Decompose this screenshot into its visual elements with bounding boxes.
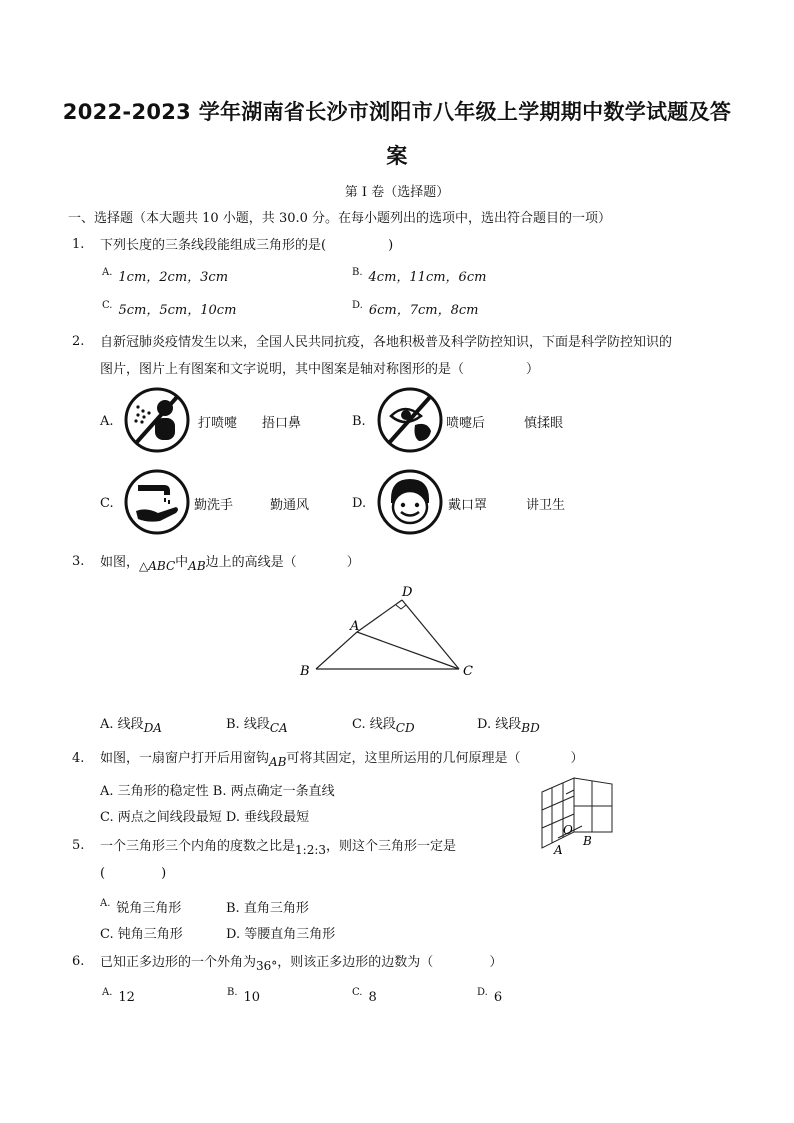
segment-label: AB bbox=[188, 559, 206, 573]
option-a[interactable]: $^{A.}$ 12 bbox=[102, 987, 135, 1005]
angle-value: 36° bbox=[256, 959, 278, 973]
option-c[interactable]: $^{C.}$ 8 bbox=[352, 987, 377, 1005]
option-a[interactable]: A. 线段DA bbox=[100, 717, 162, 735]
question-4-options-row1[interactable]: A. 三角形的稳定性 B. 两点确定一条直线 bbox=[100, 784, 335, 799]
mask-icon bbox=[377, 469, 443, 535]
document-title: 2022-2023 学年湖南省长沙市浏阳市八年级上学期期中数学试题及答 bbox=[62, 100, 732, 124]
handwash-icon bbox=[124, 469, 190, 535]
question-4-options-row2[interactable]: C. 两点之间线段最短 D. 垂线段最短 bbox=[100, 810, 310, 825]
option-d-caption-2: 讲卫生 bbox=[526, 498, 566, 513]
closing-paren: ) bbox=[388, 238, 394, 253]
option-a-caption-1: 打喷嚏 bbox=[198, 416, 238, 431]
part-heading: 一、选择题（本大题共 10 小题，共 30.0 分。在每小题列出的选项中，选出符合题目的一项） bbox=[68, 211, 612, 226]
point-a-label: A bbox=[554, 843, 563, 857]
document-title-continued: 案 bbox=[386, 144, 408, 168]
question-number: 3. bbox=[72, 554, 85, 569]
window-figure bbox=[530, 770, 630, 858]
triangle-figure bbox=[290, 580, 490, 680]
option-b[interactable]: B. 直角三角形 bbox=[226, 901, 309, 916]
option-a[interactable]: $^{A.}$ 锐角三角形 bbox=[100, 898, 182, 916]
point-c-label: C bbox=[463, 664, 473, 679]
question-1-stem bbox=[100, 234, 393, 253]
question-number: 2. bbox=[72, 334, 85, 349]
segment-label: AB bbox=[269, 755, 287, 769]
question-stem-text: 下列长度的三条线段能组成三角形的是( bbox=[100, 238, 327, 253]
question-3-stem: 如图，△ABC中AB边上的高线是（ ） bbox=[100, 555, 360, 573]
question-6-stem: 已知正多边形的一个外角为36°，则该正多边形的边数为（ ） bbox=[100, 955, 503, 973]
option-d[interactable]: $^{D.}$ 6cm，7cm，8cm bbox=[352, 300, 479, 318]
point-a-label: A bbox=[350, 619, 360, 634]
question-2-stem-line1: 自新冠肺炎疫情发生以来，全国人民共同抗疫，各地积极普及科学防控知识，下面是科学防控知识的 bbox=[100, 335, 673, 350]
option-a[interactable]: $^{A.}$ 1cm，2cm，3cm bbox=[102, 267, 229, 285]
option-b[interactable]: B. 线段CA bbox=[226, 717, 288, 735]
question-5-stem: 一个三角形三个内角的度数之比是1:2:3，则这个三角形一定是 bbox=[100, 839, 457, 857]
option-text: 6cm，7cm，8cm bbox=[368, 303, 479, 318]
question-number: 4. bbox=[72, 751, 85, 766]
question-4-stem: 如图，一扇窗户打开后用窗钩AB可将其固定，这里所运用的几何原理是（ ） bbox=[100, 751, 584, 769]
option-text: 1cm，2cm，3cm bbox=[118, 270, 229, 285]
option-c[interactable]: $^{C.}$ 5cm，5cm，10cm bbox=[102, 300, 237, 318]
point-b-label: B bbox=[300, 664, 310, 679]
option-c-caption-2: 勤通风 bbox=[270, 498, 310, 513]
option-b-caption-1: 喷嚏后 bbox=[446, 416, 486, 431]
option-d[interactable]: $^{D.}$ 6 bbox=[477, 987, 503, 1005]
option-d-caption-1: 戴口罩 bbox=[448, 498, 488, 513]
option-a-caption-2: 捂口鼻 bbox=[262, 416, 302, 431]
section-title: 第 I 卷（选择题） bbox=[344, 185, 450, 200]
option-a-letter[interactable]: A. bbox=[100, 414, 114, 429]
option-text: 4cm，11cm，6cm bbox=[368, 270, 487, 285]
option-c-caption-1: 勤洗手 bbox=[194, 498, 234, 513]
option-c[interactable]: C. 钝角三角形 bbox=[100, 927, 183, 942]
question-number: 5. bbox=[72, 838, 85, 853]
option-d-letter[interactable]: D. bbox=[352, 496, 367, 511]
question-5-parens: ( ) bbox=[100, 866, 167, 881]
sneeze-icon bbox=[124, 387, 190, 453]
point-b-label: B bbox=[583, 834, 592, 848]
option-c-letter[interactable]: C. bbox=[100, 496, 114, 511]
option-c[interactable]: C. 线段CD bbox=[352, 717, 415, 735]
option-b-letter[interactable]: B. bbox=[352, 414, 366, 429]
question-2-stem-line2: 图片，图片上有图案和文字说明，其中图案是轴对称图形的是（ ） bbox=[100, 362, 540, 377]
ratio-value: 1:2:3 bbox=[295, 843, 327, 857]
question-number: 1. bbox=[72, 237, 85, 252]
option-text: 5cm，5cm，10cm bbox=[118, 303, 237, 318]
question-number: 6. bbox=[72, 954, 85, 969]
option-d[interactable]: D. 线段BD bbox=[477, 717, 540, 735]
option-b[interactable]: $^{B.}$ 10 bbox=[227, 987, 261, 1005]
option-b[interactable]: $^{B.}$ 4cm，11cm，6cm bbox=[352, 267, 487, 285]
eye-rub-icon bbox=[377, 387, 443, 453]
option-d[interactable]: D. 等腰直角三角形 bbox=[226, 927, 336, 942]
point-d-label: D bbox=[402, 585, 413, 600]
triangle-label: △ABC bbox=[139, 559, 176, 573]
point-o-label: O bbox=[563, 823, 573, 837]
option-b-caption-2: 慎揉眼 bbox=[524, 416, 564, 431]
